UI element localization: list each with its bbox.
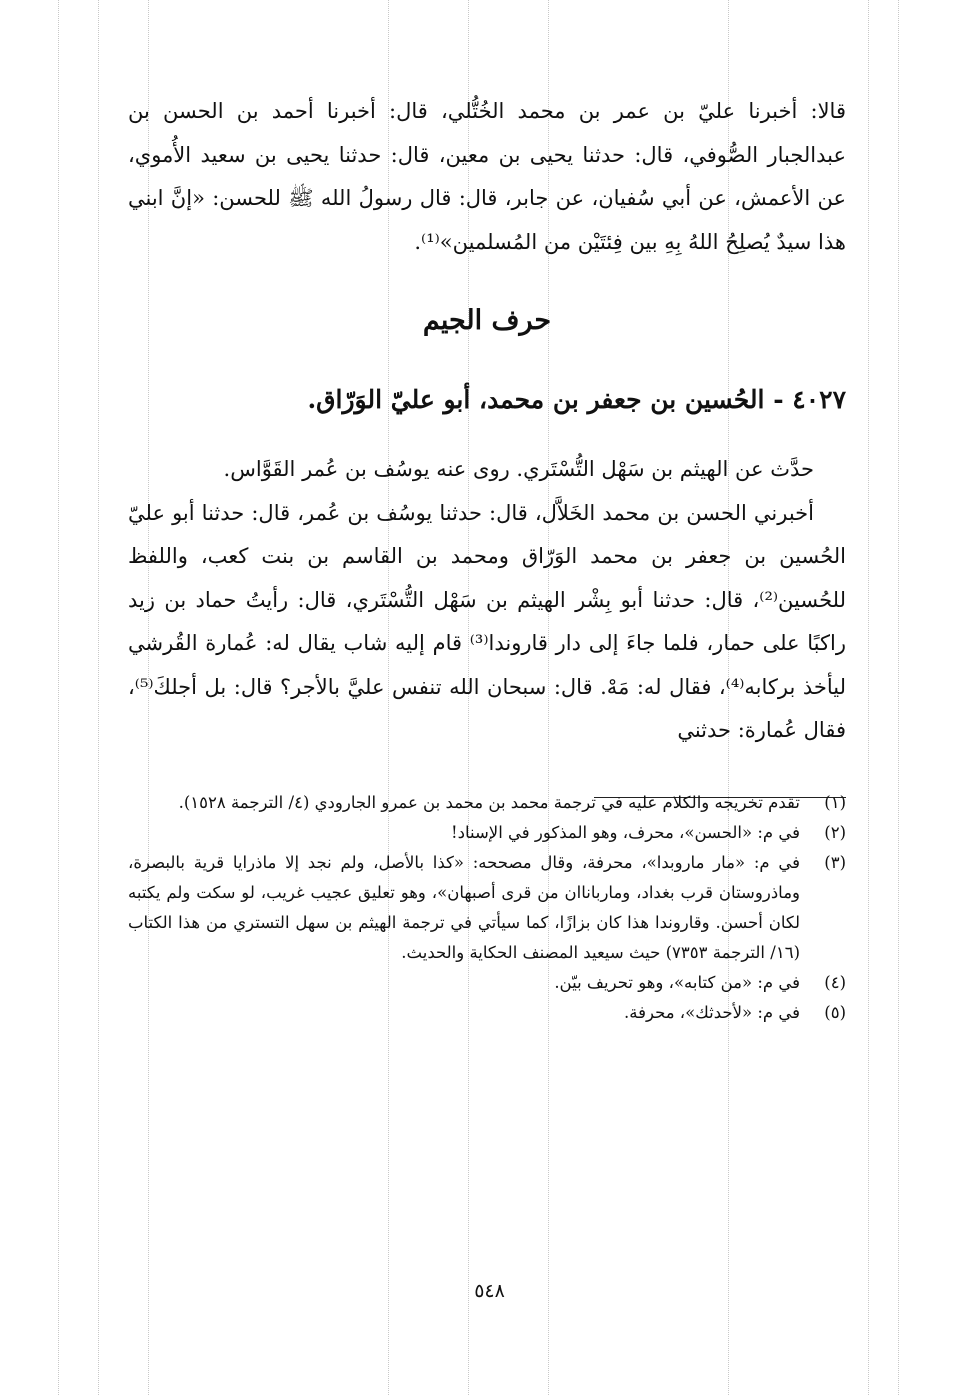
footnote-number: (٥) (824, 1003, 846, 1022)
footnote-number: (٣) (824, 853, 846, 872)
footnote (128, 788, 846, 818)
footnote-text: في م: «مار ماروبدا»، محرفة، وقال مصححه: «كذا بالأصل، ولم نجد إلا ماذرايا قرية بالبصرة، وماذروستان قرب بغداد، ومارباناان من قرى أصبهان»، وهو تعليق عجيب غريب، لو سكت ولم يكتبه لكان أحسن. وقاروندا هذا كان بزازًا، كما سيأتي في ترجمة الهيثم بن سهل التستري من هذا الكتاب (١٦/ الترجمة ٧٣٥٣) حيث سيعيد المصنف الحكاية والحديث. (128, 853, 800, 962)
footnote (128, 848, 846, 968)
top-paragraph-block (128, 90, 846, 264)
entry-intro: حدَّث عن الهيثم بن سَهْل التُّسْتَري. روى عنه يوسُف بن عُمر القَوَّاس. (223, 457, 814, 481)
footnote (128, 998, 846, 1028)
entry-block (128, 448, 846, 753)
entry-body: أخبرني الحسن بن محمد الخَلاَّل، قال: حدثنا يوسُف بن عُمر، قال: حدثنا أبو عليّ الحُسين بن جعفر بن محمد الوَرّاق ومحمد بن القاسم بن بنت كعب، واللفظ للحُسين⁽²⁾، قال: حدثنا أبو بِشْر الهيثم بن سَهْل التُّسْتَري، قال: رأيتُ حماد بن زيد راكبًا على حمار، فلما جاءَ إلى دار قاروندا⁽³⁾ قام إليه شاب يقال له: عُمارة القُرشي ليأخذ بركابه⁽⁴⁾، فقال له: مَهْ. قال: سبحان الله تنفس عليَّ بالأجر؟ قال: بل أجلكَ⁽⁵⁾، فقال عُمارة: حدثني (128, 500, 847, 742)
footnote-text: تقدم تخريجه والكلام عليه في ترجمة محمد بن محمد بن عمرو الجارودي (٤/ الترجمة ١٥٢٨). (178, 793, 800, 812)
footnote-text: في م: «الحسن»، محرف، وهو المذكور في الإسناد! (450, 823, 800, 842)
footnote-text: في م: «لأحدثك»، محرفة. (623, 1003, 800, 1022)
footnote-number: (٤) (824, 973, 846, 992)
scan-dotted-line (58, 0, 59, 1395)
scan-dotted-line (898, 0, 899, 1395)
footnote-number: (١) (824, 793, 846, 812)
scan-dotted-line (868, 0, 869, 1395)
footnote-number: (٢) (824, 823, 846, 842)
entry-title: ٤٠٢٧ - الحُسين بن جعفر بن محمد، أبو عليّ الوَرّاق. (307, 385, 846, 414)
footnotes (128, 788, 846, 1028)
footnote (128, 968, 846, 998)
page-number: ٥٤٨ (474, 1280, 505, 1302)
scan-dotted-line (98, 0, 99, 1395)
section-heading: حرف الجيم (422, 305, 552, 336)
top-paragraph: قالا: أخبرنا عليّ بن عمر بن محمد الخُتُّلي، قال: أخبرنا أحمد بن الحسن بن عبدالجبار الصُّوفي، قال: حدثنا يحيى بن معين، قال: حدثنا يحيى بن سعيد الأُموي، عن الأعمش، عن أبي سُفيان، عن جابر، قال: قال رسولُ الله ﷺ للحسن: «إنَّ ابني هذا سيدٌ يُصلِحُ اللهُ بِهِ بين فِئتَيْن من المُسلمين»⁽¹⁾. (128, 99, 846, 254)
footnote (128, 818, 846, 848)
footnote-text: في م: «من كتابه»، وهو تحريف بيّن. (554, 973, 800, 992)
